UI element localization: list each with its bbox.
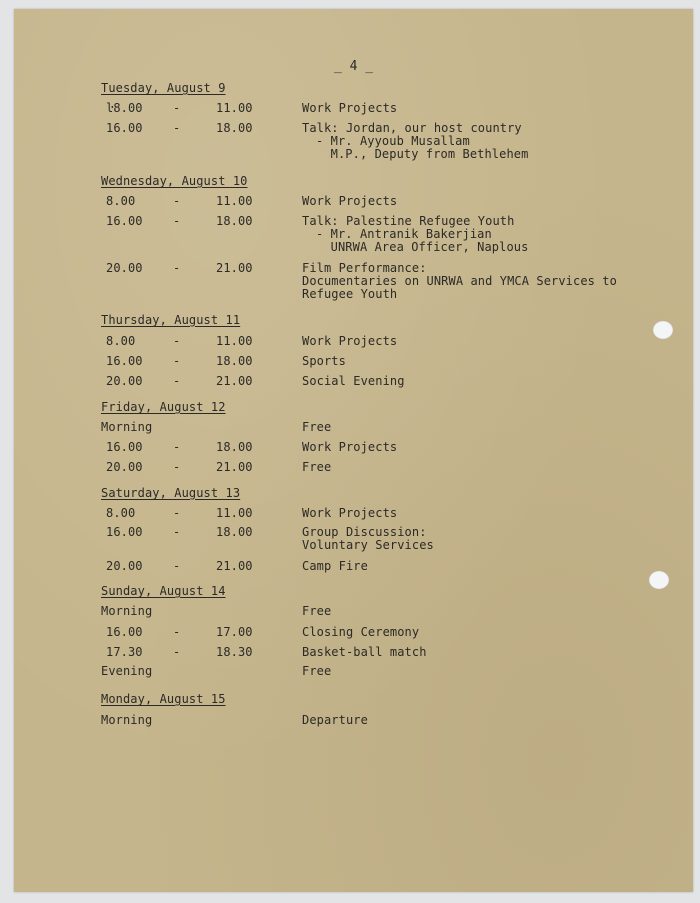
activity-text: Free	[302, 664, 332, 678]
end-time: 11.00	[216, 334, 253, 348]
activity-text: Work Projects	[302, 334, 398, 348]
time-dash: -	[173, 506, 181, 520]
activity-text: Free	[302, 604, 332, 618]
activity-text: Documentaries on UNRWA and YMCA Services to	[302, 274, 617, 288]
start-time: 16.00	[106, 625, 143, 639]
activity-text: Social Evening	[302, 374, 405, 388]
day-heading: Friday, August 12	[101, 400, 226, 414]
activity-text: Free	[302, 460, 332, 474]
day-heading: Saturday, August 13	[101, 486, 241, 500]
time-dash: -	[173, 354, 181, 368]
end-time: 18.00	[216, 525, 253, 539]
time-dash: -	[173, 460, 181, 474]
activity-text: Film Performance:	[302, 261, 427, 275]
end-time: 11.00	[216, 101, 253, 115]
start-time: 20.00	[106, 460, 143, 474]
end-time: 11.00	[216, 506, 253, 520]
start-time: Morning	[101, 713, 153, 727]
end-time: 11.00	[216, 194, 253, 208]
start-time: 16.00	[106, 525, 143, 539]
start-time: Morning	[101, 420, 153, 434]
end-time: 18.00	[216, 121, 253, 135]
day-heading: Monday, August 15	[101, 692, 226, 706]
time-dash: -	[173, 214, 181, 228]
start-time: 20.00	[106, 374, 143, 388]
activity-text: Work Projects	[302, 101, 398, 115]
end-time: 17.00	[216, 625, 253, 639]
end-time: 21.00	[216, 374, 253, 388]
end-time: 18.00	[216, 440, 253, 454]
time-dash: -	[173, 559, 181, 573]
time-dash: -	[173, 625, 181, 639]
start-time: 16.00	[106, 214, 143, 228]
activity-text: Work Projects	[302, 506, 398, 520]
activity-text: Departure	[302, 713, 368, 727]
activity-text: - Mr. Ayyoub Musallam	[316, 134, 470, 148]
activity-text: Refugee Youth	[302, 287, 398, 301]
punch-hole-top	[653, 321, 673, 339]
time-dash: -	[173, 645, 181, 659]
day-heading: Sunday, August 14	[101, 584, 226, 598]
activity-text: Talk: Palestine Refugee Youth	[302, 214, 515, 228]
document-page	[14, 9, 693, 892]
day-heading: Wednesday, August 10	[101, 174, 248, 188]
start-time: 17.30	[106, 645, 143, 659]
start-time: Evening	[101, 664, 153, 678]
activity-text: Voluntary Services	[302, 538, 434, 552]
start-time: 20.00	[106, 559, 143, 573]
activity-text: Work Projects	[302, 440, 398, 454]
end-time: 18.00	[216, 214, 253, 228]
time-dash: -	[173, 374, 181, 388]
start-time: 16.00	[106, 440, 143, 454]
end-time: 18.30	[216, 645, 253, 659]
time-dash: -	[173, 334, 181, 348]
day-heading: Tuesday, August 9	[101, 81, 226, 95]
time-dash: -	[173, 101, 181, 115]
activity-text: Camp Fire	[302, 559, 368, 573]
activity-text: Group Discussion:	[302, 525, 427, 539]
end-time: 21.00	[216, 559, 253, 573]
time-dash: -	[173, 261, 181, 275]
start-time: ŀ8.00	[106, 101, 143, 115]
start-time: 8.00	[106, 334, 136, 348]
end-time: 21.00	[216, 460, 253, 474]
punch-hole-bottom	[649, 571, 669, 589]
activity-text: Talk: Jordan, our host country	[302, 121, 522, 135]
activity-text: Basket-ball match	[302, 645, 427, 659]
activity-text: Sports	[302, 354, 346, 368]
start-time: 8.00	[106, 194, 136, 208]
end-time: 21.00	[216, 261, 253, 275]
start-time: 20.00	[106, 261, 143, 275]
end-time: 18.00	[216, 354, 253, 368]
activity-text: UNRWA Area Officer, Naplous	[316, 240, 529, 254]
page-number: _ 4 _	[334, 59, 374, 74]
start-time: 16.00	[106, 121, 143, 135]
activity-text: Closing Ceremony	[302, 625, 420, 639]
time-dash: -	[173, 440, 181, 454]
activity-text: M.P., Deputy from Bethlehem	[316, 147, 529, 161]
activity-text: Free	[302, 420, 332, 434]
activity-text: - Mr. Antranik Bakerjian	[316, 227, 492, 241]
activity-text: Work Projects	[302, 194, 398, 208]
time-dash: -	[173, 525, 181, 539]
time-dash: -	[173, 194, 181, 208]
start-time: 16.00	[106, 354, 143, 368]
time-dash: -	[173, 121, 181, 135]
start-time: 8.00	[106, 506, 136, 520]
start-time: Morning	[101, 604, 153, 618]
day-heading: Thursday, August 11	[101, 313, 241, 327]
